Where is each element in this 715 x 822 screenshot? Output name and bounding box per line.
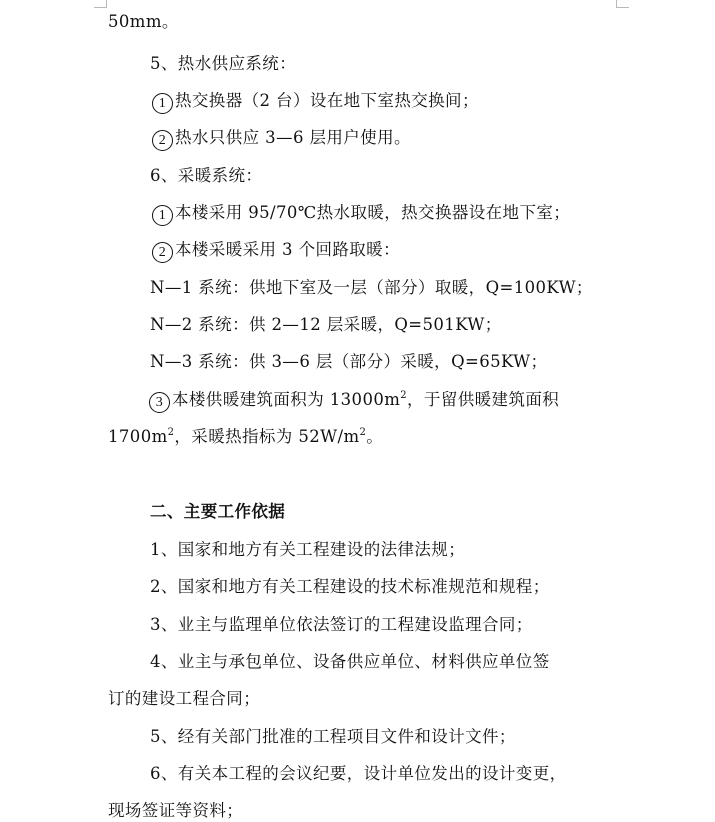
circled-number: 1: [152, 205, 173, 226]
list-item: 5、经有关部门批准的工程项目文件和设计文件；: [150, 727, 516, 746]
text-line: $1700m^2$，采暖热指标为 $52W/m^2$。: [108, 427, 384, 446]
page-corner-mark: [616, 0, 629, 8]
list-item-continuation: 现场签证等资料；: [108, 801, 244, 820]
section-5-title: 5、热水供应系统：: [150, 54, 297, 73]
section-heading: 二、主要工作依据: [150, 502, 286, 521]
list-item: 2 热水只供应 3—6 层用户使用。: [152, 128, 411, 151]
list-item: 2、国家和地方有关工程建设的技术标准规范和规程；: [150, 577, 550, 596]
circled-number: 3: [149, 392, 170, 413]
page-corner-mark: [94, 0, 107, 8]
list-item: 1 本楼采用 95/70℃热水取暖，热交换器设在地下室；: [152, 203, 570, 226]
text-line: N—1 系统：供地下室及一层（部分）取暖，Q=100KW；: [150, 278, 593, 297]
list-item: 4、业主与承包单位、设备供应单位、材料供应单位签: [150, 652, 550, 671]
text-line: N—2 系统：供 2—12 层采暖，Q=501KW；: [150, 315, 502, 334]
circled-number: 1: [152, 93, 173, 114]
text-line: N—3 系统：供 3—6 层（部分）采暖，Q=65KW；: [150, 352, 548, 371]
list-item: 1、国家和地方有关工程建设的法律法规；: [150, 540, 466, 559]
list-item: 6、有关本工程的会议纪要，设计单位发出的设计变更，: [150, 764, 567, 783]
list-item-continuation: 订的建设工程合同；: [108, 689, 261, 708]
list-item: 2 本楼采暖采用 3 个回路取暖：: [152, 240, 400, 263]
circled-number: 2: [152, 130, 173, 151]
list-item: 3、业主与监理单位依法签订的工程建设监理合同；: [150, 615, 533, 634]
text-line: 50mm。: [108, 12, 179, 31]
list-item: 3 本楼供暖建筑面积为 $13000m^2$，于留供暖建筑面积: [149, 390, 559, 413]
section-6-title: 6、采暖系统：: [150, 166, 263, 185]
circled-number: 2: [152, 242, 173, 263]
list-item: 1 热交换器（2 台）设在地下室热交换间；: [152, 91, 479, 114]
